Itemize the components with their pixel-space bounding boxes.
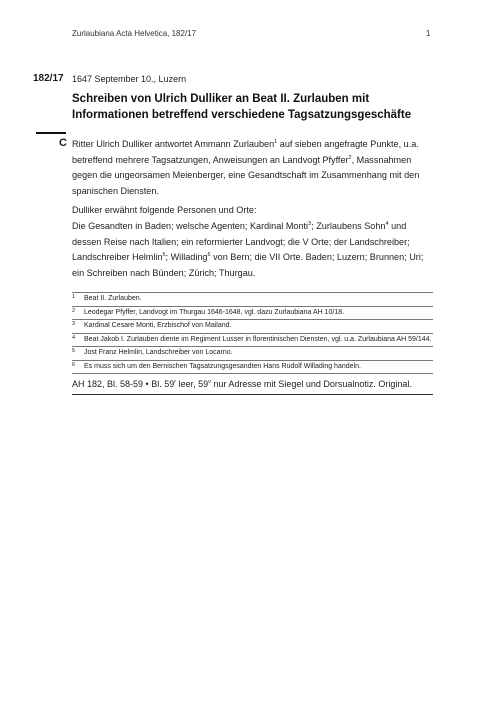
source-text-1: AH 182, Bl. 58-59 • Bl. 59 xyxy=(72,379,175,389)
footnote-mark: 5 xyxy=(72,348,76,354)
footnote-ref: 1 xyxy=(274,139,278,145)
paragraph-summary xyxy=(72,137,432,199)
summary-text-2: auf sieben angefragte Punkte, u.a. betreffend mehrere Tagsatzungen, Anweisungen an Landvogt Pfyffer xyxy=(72,139,419,165)
footnote xyxy=(72,360,433,375)
summary-text-3: , Massnahmen gegen die ungeorsamen Meienberger, eine Gesandtschaft im Zusammenhang mit den spanischen Diensten. xyxy=(72,154,420,196)
footnote-text: Beat II. Zurlauben. xyxy=(84,295,142,302)
footnote-ref: 3 xyxy=(308,220,312,227)
footnote xyxy=(72,306,433,320)
footnote-mark: 3 xyxy=(72,321,76,327)
footnote-text: Jost Franz Helmlin, Landschreiber von Locarno. xyxy=(84,349,233,356)
persons-text-5: von Bern; die VII Orte. Baden; Luzern; Brunnen; Uri; ein Schreiben nach Bünden; Zürich; Thurgau. xyxy=(72,252,424,278)
source-text-3: nur Adresse mit Siegel und Dorsualnotiz. Original. xyxy=(210,379,412,389)
paragraph-persons xyxy=(72,203,432,281)
document-date-place: 1647 September 10., Luzern xyxy=(72,74,187,84)
verso-mark: v xyxy=(208,379,211,385)
section-marker: C xyxy=(59,137,67,149)
footnote xyxy=(72,346,433,360)
recto-mark: r xyxy=(174,379,177,385)
footnote-mark: 1 xyxy=(72,294,76,300)
footnote-text: Kardinal Cesare Monti, Erzbischof von Mailand. xyxy=(84,322,232,329)
persons-text-4: ; Willading xyxy=(165,252,208,263)
page-number: 1 xyxy=(426,29,431,38)
footnote xyxy=(72,292,433,306)
footnote-ref: 5 xyxy=(162,252,166,259)
document-number: 182/17 xyxy=(33,73,64,84)
section-rule xyxy=(36,132,66,134)
running-head: Zurlaubiana Acta Helvetica, 182/17 xyxy=(72,29,197,38)
summary-text-1: Ritter Ulrich Dulliker antwortet Ammann Zurlauben xyxy=(72,139,275,149)
footnote xyxy=(72,319,433,333)
persons-text-1: Die Gesandten in Baden; welsche Agenten; Kardinal Monti xyxy=(72,220,309,231)
footnotes xyxy=(72,292,433,395)
footnote-ref: 2 xyxy=(348,154,352,161)
footnote-mark: 2 xyxy=(72,307,76,314)
footnote xyxy=(72,333,433,347)
footnote-text: Beat Jakob I. Zurlauben diente im Regiment Lusser in florentinischen Diensten, vgl. u.a. Zurlaubiana AH 59/144. xyxy=(84,335,432,343)
footnote-ref: 4 xyxy=(385,220,389,227)
persons-text-2: ; Zurlaubens Sohn xyxy=(311,220,386,231)
document-title: Schreiben von Ulrich Dulliker an Beat II. Zurlauben mit Informationen betreffend verschiedene Tagsatzungsgeschäfte xyxy=(72,93,412,121)
source-note xyxy=(72,374,433,395)
body-text xyxy=(72,137,432,285)
persons-intro: Dulliker erwähnt folgende Personen und Orte: xyxy=(72,205,257,216)
footnote-mark: 4 xyxy=(72,334,76,341)
footnote-text: Leodegar Pfyffer, Landvogt im Thurgau 1646-1648, vgl. dazu Zurlaubiana AH 10/18. xyxy=(84,308,345,316)
source-text-2: leer, 59 xyxy=(176,379,209,389)
footnote-mark: 6 xyxy=(72,361,76,368)
persons-text-3: und dessen Reise nach Italien; ein reformierter Landvogt; die V Orte; der Landschreiber; Landschreiber Helmlin xyxy=(72,220,410,263)
footnote-ref: 6 xyxy=(207,252,211,259)
footnote-text: Es muss sich um den Bernischen Tagsatzungsgesandten Hans Rudolf Willading handeln. xyxy=(84,362,361,370)
